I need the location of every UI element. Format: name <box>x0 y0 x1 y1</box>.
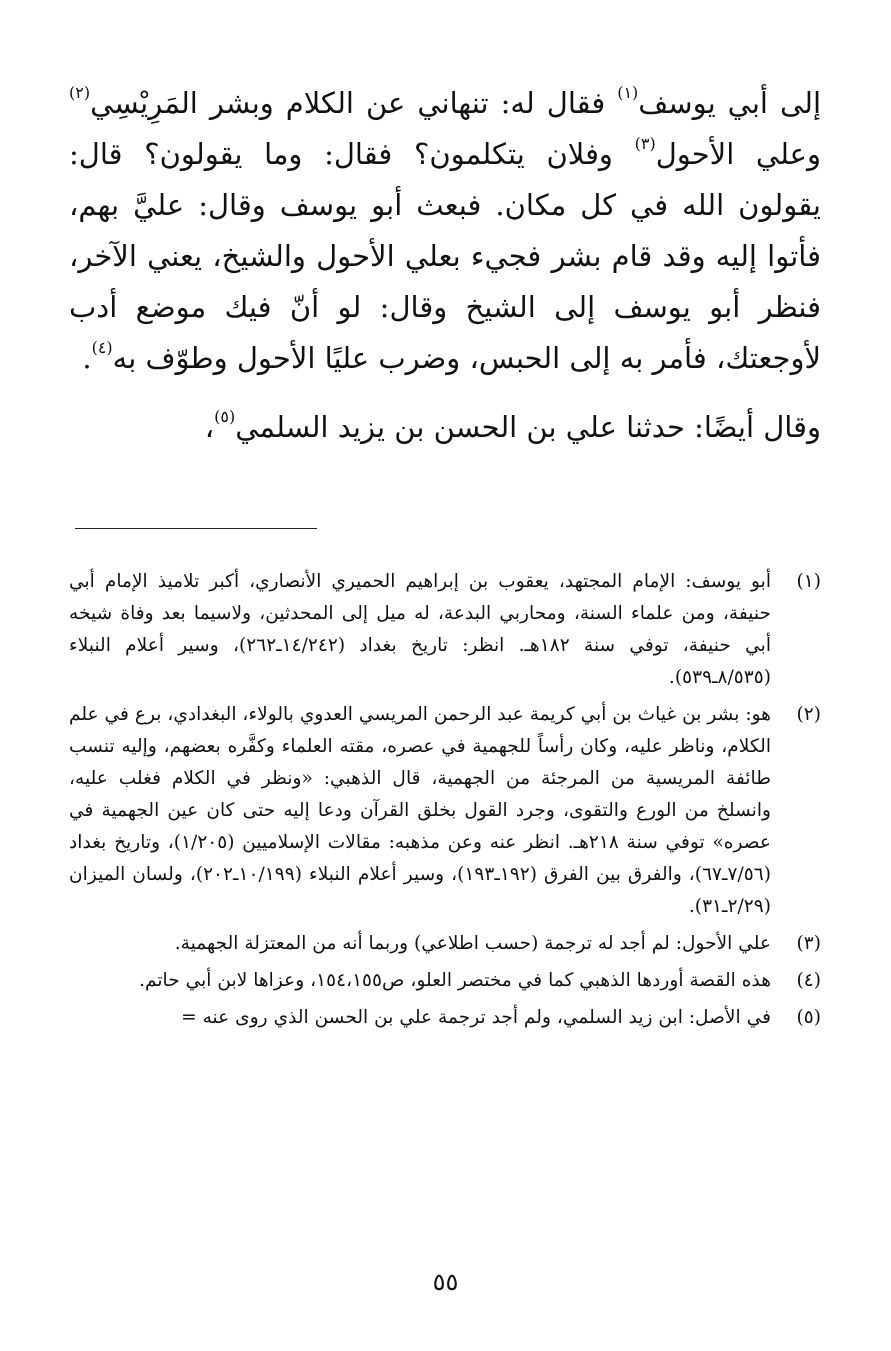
text-run: وفلان يتكلمون؟ فقال: وما يقولون؟ قال: يقولون الله في كل مكان. فبعث أبو يوسف وقال: عليَّ بهم، فأتوا إليه وقد قام بشر فجيء بعلي الأحول والشيخ، يعني الآخر، فنظر أبو يوسف إلى الشيخ وقال: لو أنّ فيك موضع أدب لأوجعتك، فأمر به إلى الحبس، وضرب عليًا الأحول وطوّف به <box>69 137 821 375</box>
footnote-ref-2[interactable]: (٢) <box>69 83 91 103</box>
footnote-4 <box>69 965 821 997</box>
text-run: فقال له: تنهاني عن الكلام وبشر المَرِيْسِي <box>90 86 618 120</box>
footnote-number: (٥) <box>796 1007 821 1028</box>
footnote-1 <box>69 566 821 694</box>
footnote-number: (١) <box>796 571 821 592</box>
footnote-3 <box>69 928 821 960</box>
footnote-text: أبو يوسف: الإمام المجتهد، يعقوب بن إبراهيم الحميري الأنصاري، أكبر تلاميذ الإمام أبي حنيفة، ومن علماء السنة، ومحاربي البدعة، له ميل إلى المحدثين، ولاسيما بعد وفاة شيخه أبي حنيفة، توفي سنة ١٨٢هـ. انظر: تاريخ بغداد (١٤/٢٤٢ـ٢٦٢)، وسير أعلام النبلاء (٨/٥٣٥ـ٥٣٩). <box>69 571 771 688</box>
footnote-number: (٢) <box>796 704 821 725</box>
footnote-2 <box>69 699 821 923</box>
footnote-text: في الأصل: ابن زيد السلمي، ولم أجد ترجمة علي بن الحسن الذي روى عنه = <box>181 1007 771 1028</box>
footnote-number: (٣) <box>796 933 821 954</box>
main-text <box>69 78 821 453</box>
footnote-number: (٤) <box>796 970 821 991</box>
text-run: . <box>82 341 92 375</box>
footnotes-list <box>69 566 821 1039</box>
footnote-ref-5[interactable]: (٥) <box>214 407 236 427</box>
main-paragraph-2 <box>69 402 821 453</box>
text-run: ، <box>204 410 215 444</box>
footnote-ref-4[interactable]: (٤) <box>91 338 113 358</box>
text-run: وقال أيضًا: حدثنا علي بن الحسن بن يزيد السلمي <box>235 410 821 444</box>
main-paragraph-1 <box>69 78 821 384</box>
footnote-5 <box>69 1002 821 1034</box>
footnote-separator <box>75 528 317 529</box>
footnote-text: هذه القصة أوردها الذهبي كما في مختصر العلو، ص١٥٤،١٥٥، وعزاها لابن أبي حاتم. <box>139 970 771 991</box>
text-run: إلى أبي يوسف <box>638 86 822 120</box>
text-run: وعلي الأحول <box>655 137 821 171</box>
page-number: ٥٥ <box>432 1268 459 1296</box>
footnote-text: علي الأحول: لم أجد له ترجمة (حسب اطلاعي) وربما أنه من المعتزلة الجهمية. <box>174 933 771 954</box>
footnote-ref-3[interactable]: (٣) <box>634 134 656 154</box>
footnote-text: هو: بشر بن غياث بن أبي كريمة عبد الرحمن المريسي العدوي بالولاء، البغدادي، برع في علم الكلام، وناظر عليه، وكان رأساً للجهمية في عصره، مقته العلماء وكفَّره بعضهم، وإليه تنسب طائفة المريسية من المرجئة من الجهمية، قال الذهبي: «ونظر في الكلام فغلب عليه، وانسلخ من الورع والتقوى، وجرد القول بخلق القرآن ودعا إليه حتى كان عين الجهمية في عصره» توفي سنة ٢١٨هـ. انظر عنه وعن مذهبه: مقالات الإسلاميين (١/٢٠٥)، وتاريخ بغداد (٧/٥٦ـ٦٧)، والفرق بين الفرق (١٩٢ـ١٩٣)، وسير أعلام النبلاء (١٠/١٩٩ـ٢٠٢)، ولسان الميزان (٢/٢٩ـ٣١). <box>69 704 772 917</box>
footnote-ref-1[interactable]: (١) <box>617 83 639 103</box>
